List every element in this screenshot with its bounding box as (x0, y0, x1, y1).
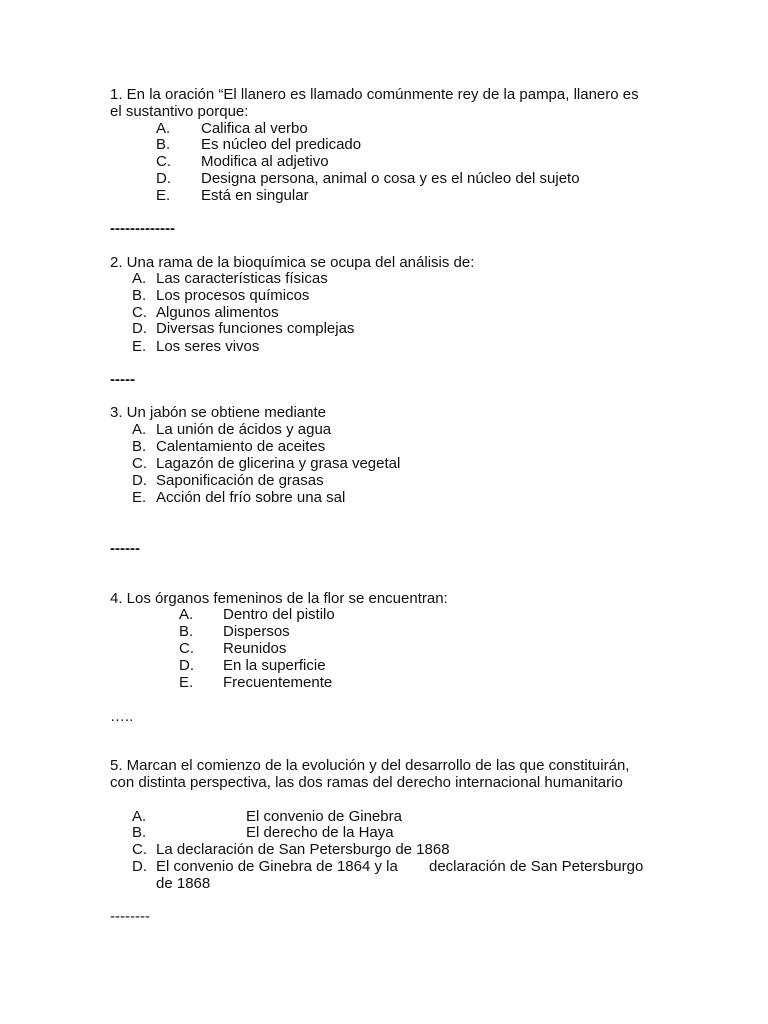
question-1-option-a-letter: A. (156, 120, 171, 137)
question-2-separator: ----- (110, 371, 135, 388)
question-3-option-c-text: Lagazón de glicerina y grasa vegetal (156, 455, 401, 472)
question-4-option-b-text: Dispersos (223, 623, 290, 640)
question-4-option-e-text: Frecuentemente (223, 674, 333, 691)
question-5-option-d-text-continued: de 1868 (156, 875, 211, 892)
question-4-separator: ….. (110, 708, 134, 725)
question-4-option-c-letter: C. (179, 640, 194, 657)
question-5-option-d-text-part2: declaración de San Petersburgo (429, 858, 644, 875)
question-5-option-c-text: La declaración de San Petersburgo de 1868 (156, 841, 450, 858)
question-2-option-b-letter: B. (132, 287, 147, 304)
question-2-option-d-text: Diversas funciones complejas (156, 320, 355, 337)
question-2-option-c-text: Algunos alimentos (156, 304, 279, 321)
question-5-option-c-letter: C. (132, 841, 147, 858)
question-4-option-c-text: Reunidos (223, 640, 287, 657)
question-4-stem: 4. Los órganos femeninos de la flor se encuentran: (110, 590, 448, 607)
question-2-option-a-text: Las características físicas (156, 270, 328, 287)
question-5-option-b-letter: B. (132, 824, 147, 841)
question-3-separator: ------ (110, 540, 140, 557)
question-1-option-a-text: Califica al verbo (201, 120, 308, 137)
question-1-option-b-text: Es núcleo del predicado (201, 136, 362, 153)
question-5-option-a-letter: A. (132, 808, 147, 825)
question-4-option-b-letter: B. (179, 623, 194, 640)
question-2-stem: 2. Una rama de la bioquímica se ocupa del análisis de: (110, 254, 475, 271)
question-5-separator: -------- (110, 908, 150, 925)
question-1-stem: 1. En la oración “El llanero es llamado comúnmente rey de la pampa, llanero es (110, 86, 639, 103)
question-3-option-c-letter: C. (132, 455, 147, 472)
question-2-option-a-letter: A. (132, 270, 147, 287)
question-3-option-d-text: Saponificación de grasas (156, 472, 324, 489)
question-5-option-d-text: El convenio de Ginebra de 1864 y la (156, 858, 398, 875)
question-1-option-e-text: Está en singular (201, 187, 309, 204)
question-3-option-e-text: Acción del frío sobre una sal (156, 489, 346, 506)
question-3-option-e-letter: E. (132, 489, 147, 506)
question-4-option-d-text: En la superficie (223, 657, 326, 674)
question-4-option-e-letter: E. (179, 674, 194, 691)
question-2-option-e-text: Los seres vivos (156, 338, 260, 355)
question-1-stem-continued: el sustantivo porque: (110, 103, 249, 120)
question-4-option-a-letter: A. (179, 606, 194, 623)
question-1-option-c-text: Modifica al adjetivo (201, 153, 329, 170)
question-1-option-c-letter: C. (156, 153, 171, 170)
question-5-stem-continued: con distinta perspectiva, las dos ramas del derecho internacional humanitario (110, 774, 623, 791)
question-3-option-a-letter: A. (132, 421, 147, 438)
question-3-option-d-letter: D. (132, 472, 147, 489)
question-1-option-e-letter: E. (156, 187, 171, 204)
question-2-option-e-letter: E. (132, 338, 147, 355)
question-1-separator: ------------- (110, 220, 175, 237)
question-3-option-b-letter: B. (132, 438, 147, 455)
question-2-option-d-letter: D. (132, 320, 147, 337)
question-3-option-b-text: Calentamiento de aceites (156, 438, 326, 455)
question-3-option-a-text: La unión de ácidos y agua (156, 421, 332, 438)
question-2-option-b-text: Los procesos químicos (156, 287, 310, 304)
question-4-option-d-letter: D. (179, 657, 194, 674)
question-5-stem: 5. Marcan el comienzo de la evolución y del desarrollo de las que constituirán, (110, 757, 630, 774)
question-2-option-c-letter: C. (132, 304, 147, 321)
question-5-option-a-text: El convenio de Ginebra (246, 808, 402, 825)
question-5-option-b-text: El derecho de la Haya (246, 824, 394, 841)
question-1-option-d-letter: D. (156, 170, 171, 187)
question-1-option-b-letter: B. (156, 136, 171, 153)
question-1-option-d-text: Designa persona, animal o cosa y es el núcleo del sujeto (201, 170, 580, 187)
question-5-option-d-letter: D. (132, 858, 147, 875)
question-4-option-a-text: Dentro del pistilo (223, 606, 335, 623)
question-3-stem: 3. Un jabón se obtiene mediante (110, 404, 326, 421)
